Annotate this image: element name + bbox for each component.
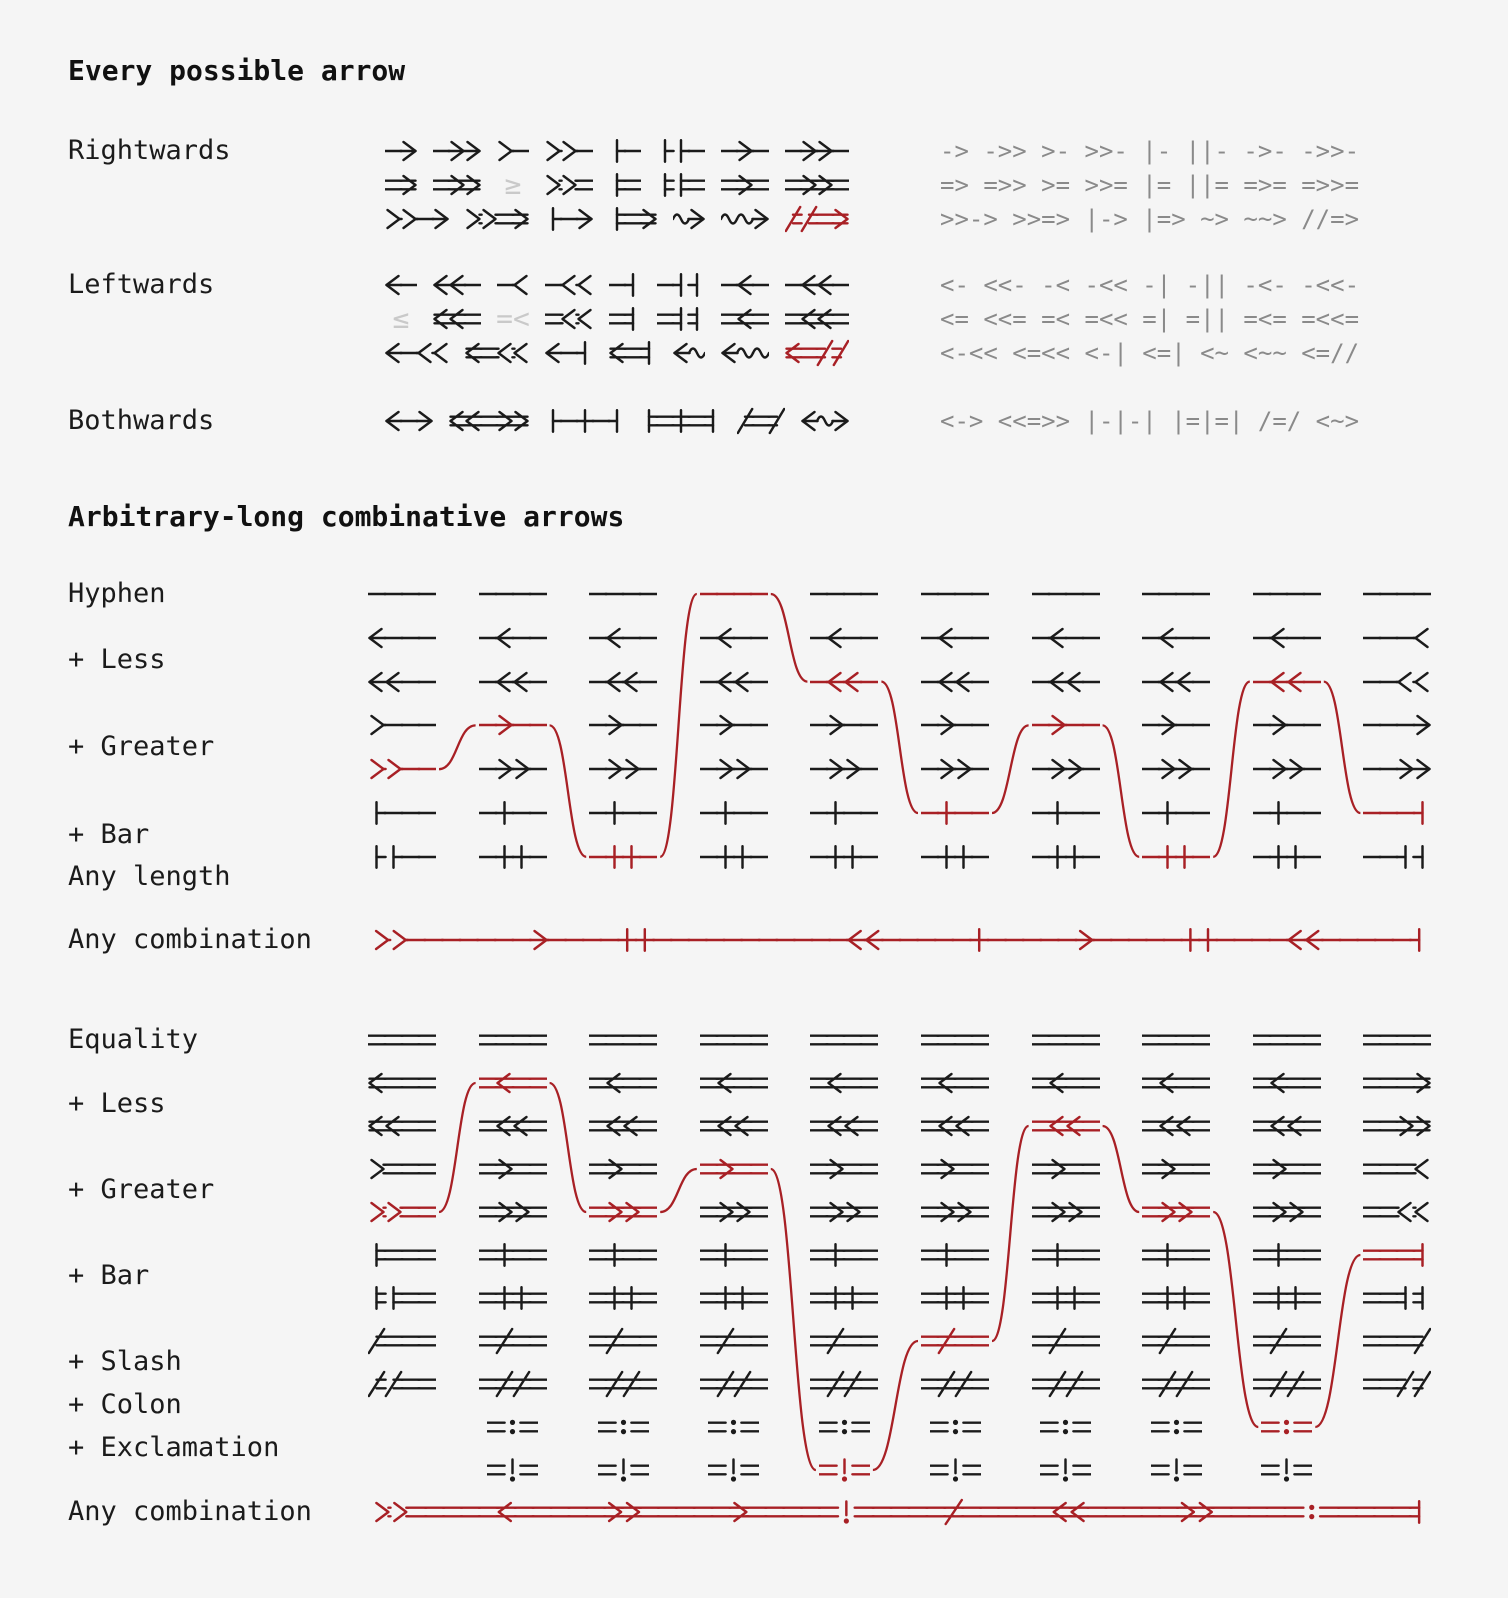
arrow-cell <box>1363 1281 1431 1315</box>
arrow-cell <box>1363 1066 1431 1100</box>
combinative-row-label: + Bar <box>68 1260 150 1291</box>
ligature-row <box>385 202 849 236</box>
red-connector-path <box>771 594 808 682</box>
arrow-cell-red <box>921 1324 989 1358</box>
arrow-cell-red <box>1363 1238 1431 1272</box>
ligature-glyph <box>545 336 593 370</box>
any-combination-arrow <box>372 923 1428 957</box>
arrow-cell <box>368 1367 436 1401</box>
arrow-cell <box>589 752 657 786</box>
arrow-cell-red <box>368 752 436 786</box>
ligature-glyph <box>545 404 625 438</box>
arrow-cell <box>479 796 547 830</box>
ligature-glyph <box>657 168 705 202</box>
ligature-glyph <box>657 268 705 302</box>
arrow-cell <box>921 752 989 786</box>
arrow-cell <box>921 1066 989 1100</box>
arrow-cell <box>589 665 657 699</box>
arrow-cell <box>810 840 878 874</box>
ligature-glyph <box>545 202 593 236</box>
arrow-cell <box>479 1152 547 1186</box>
direction-label: Leftwards <box>68 269 215 300</box>
arrow-cell <box>1032 1324 1100 1358</box>
ligature-glyph <box>433 168 481 202</box>
arrow-cell <box>368 708 436 742</box>
arrow-cell <box>1253 708 1321 742</box>
arrow-cell <box>487 1410 538 1444</box>
ligature-glyph <box>545 268 593 302</box>
arrow-cell <box>479 1109 547 1143</box>
arrow-cell <box>700 1367 768 1401</box>
ligature-glyph <box>721 336 769 370</box>
arrow-cell <box>921 1152 989 1186</box>
arrow-cell <box>1363 621 1431 655</box>
ligature-glyph <box>721 134 769 168</box>
arrow-cell <box>1142 708 1210 742</box>
arrow-cell-red <box>368 1195 436 1229</box>
arrow-cell <box>1032 796 1100 830</box>
ligature-glyph <box>449 404 529 438</box>
arrow-cell <box>930 1453 981 1487</box>
arrow-cell <box>1253 1109 1321 1143</box>
red-connector-path <box>550 725 587 856</box>
arrow-cell <box>1032 1023 1100 1057</box>
arrow-cell <box>930 1410 981 1444</box>
ligature-glyph <box>609 336 657 370</box>
arrow-cell <box>1032 621 1100 655</box>
arrow-cell <box>700 665 768 699</box>
arrow-cell <box>700 840 768 874</box>
arrow-cell <box>368 796 436 830</box>
arrow-cell <box>589 1109 657 1143</box>
arrow-cell <box>1363 1152 1431 1186</box>
ligature-row <box>385 268 849 302</box>
arrow-cell <box>1151 1410 1202 1444</box>
ligature-glyph <box>465 202 529 236</box>
arrow-cell <box>1261 1453 1312 1487</box>
muted-comparison-glyph: ≥ <box>504 168 522 201</box>
ascii-sequence-row: <-<< <=<< <-| <=| <~ <~~ <=// <box>940 339 1360 367</box>
ligature-row <box>385 404 849 438</box>
arrow-cell <box>479 840 547 874</box>
red-connector-path <box>771 1169 816 1470</box>
ligature-glyph <box>385 268 417 302</box>
arrow-cell <box>1253 621 1321 655</box>
arrow-cell <box>589 1281 657 1315</box>
ligature-glyph <box>657 302 705 336</box>
ascii-sequence-row: => =>> >= >>= |= ||= =>= =>>= <box>940 171 1360 199</box>
combinative-row-label: Hyphen <box>68 578 166 609</box>
red-connector-path <box>1213 1212 1258 1427</box>
arrow-cell <box>1363 1023 1431 1057</box>
arrow-cell <box>921 1367 989 1401</box>
arrow-cell-red <box>1032 708 1100 742</box>
arrow-cell <box>1363 752 1431 786</box>
arrow-cell <box>810 1109 878 1143</box>
arrow-cell <box>810 1281 878 1315</box>
arrow-cell <box>479 621 547 655</box>
arrow-cell <box>598 1453 649 1487</box>
arrow-cell <box>810 1367 878 1401</box>
arrow-cell <box>1142 577 1210 611</box>
arrow-cell <box>1363 1195 1431 1229</box>
red-connector-path <box>439 725 476 769</box>
arrow-cell <box>819 1410 870 1444</box>
arrow-cell <box>810 621 878 655</box>
section1-title: Every possible arrow <box>68 54 406 87</box>
arrow-cell-red <box>700 577 768 611</box>
section2-title: Arbitrary-long combinative arrows <box>68 500 625 533</box>
red-connector-path <box>1324 682 1361 813</box>
arrow-cell <box>479 1023 547 1057</box>
ligature-glyph <box>609 202 657 236</box>
arrow-cell <box>1363 577 1431 611</box>
arrow-cell <box>368 621 436 655</box>
ligature-row <box>385 168 849 202</box>
arrow-cell <box>1253 840 1321 874</box>
arrow-cell <box>1032 1195 1100 1229</box>
arrow-cell <box>589 1238 657 1272</box>
arrow-cell <box>1253 1324 1321 1358</box>
ligature-glyph <box>497 268 529 302</box>
ligature-glyph <box>721 302 769 336</box>
ligature-glyph <box>641 404 721 438</box>
red-connector-path <box>1103 725 1140 856</box>
arrow-cell <box>368 1324 436 1358</box>
arrow-cell <box>810 796 878 830</box>
arrow-cell <box>589 708 657 742</box>
arrow-cell <box>810 577 878 611</box>
arrow-cell <box>598 1410 649 1444</box>
arrow-cell-red <box>1142 840 1210 874</box>
arrow-cell <box>1253 1023 1321 1057</box>
arrow-cell <box>589 1152 657 1186</box>
combinative-row-label: + Bar <box>68 819 150 850</box>
arrow-cell <box>589 1066 657 1100</box>
arrow-cell <box>368 665 436 699</box>
arrow-cell <box>1032 1238 1100 1272</box>
arrow-cell <box>810 1066 878 1100</box>
arrow-cell <box>1032 665 1100 699</box>
arrow-cell-red <box>810 665 878 699</box>
arrow-cell <box>368 1066 436 1100</box>
arrow-cell <box>368 1109 436 1143</box>
arrow-cell <box>921 1023 989 1057</box>
combinative-row-label: Any combination <box>68 1496 312 1527</box>
ascii-sequence-row: <= <<= =< =<< =| =|| =<= =<<= <box>940 305 1360 333</box>
arrow-cell <box>1253 1066 1321 1100</box>
arrow-cell <box>1142 1023 1210 1057</box>
arrow-cell <box>479 1281 547 1315</box>
arrow-cell <box>700 621 768 655</box>
red-connector-path <box>660 594 697 857</box>
ligature-glyph <box>609 268 641 302</box>
ligature-glyph <box>785 302 849 336</box>
arrow-cell <box>921 1109 989 1143</box>
ligature-glyph <box>545 302 593 336</box>
arrow-cell <box>700 1195 768 1229</box>
arrow-cell <box>1253 1281 1321 1315</box>
arrow-cell <box>479 1324 547 1358</box>
ligature-glyph <box>673 336 705 370</box>
ligature-glyph-red <box>785 336 849 370</box>
arrow-cell <box>589 796 657 830</box>
arrow-cell-red <box>1142 1195 1210 1229</box>
ligature-glyph <box>657 134 705 168</box>
red-connector-path <box>1315 1255 1360 1427</box>
arrow-cell <box>700 1324 768 1358</box>
arrow-cell <box>1142 1152 1210 1186</box>
arrow-cell-red <box>479 708 547 742</box>
arrow-cell <box>810 1152 878 1186</box>
arrow-cell <box>810 1324 878 1358</box>
arrow-cell-red <box>1363 796 1431 830</box>
arrow-cell <box>921 1238 989 1272</box>
arrow-cell <box>1142 1367 1210 1401</box>
arrow-cell <box>589 1023 657 1057</box>
arrow-cell <box>700 1238 768 1272</box>
ascii-sequence-row: >>-> >>=> |-> |=> ~> ~~> //=> <box>940 205 1360 233</box>
ligature-glyph <box>721 268 769 302</box>
ligature-glyph-red <box>785 202 849 236</box>
ligature-glyph <box>545 134 593 168</box>
arrow-cell <box>700 796 768 830</box>
combinative-row-label: + Less <box>68 644 166 675</box>
direction-label: Rightwards <box>68 135 231 166</box>
ligature-glyph <box>433 134 481 168</box>
arrow-cell <box>368 577 436 611</box>
arrow-cell <box>1363 665 1431 699</box>
arrow-cell <box>921 1195 989 1229</box>
arrow-cell <box>921 577 989 611</box>
combinative-row-label: + Less <box>68 1088 166 1119</box>
direction-label: Bothwards <box>68 405 215 436</box>
arrow-cell <box>1032 1281 1100 1315</box>
ligature-glyph <box>465 336 529 370</box>
red-connector-path <box>660 1169 697 1212</box>
arrow-cell <box>1040 1453 1091 1487</box>
arrow-cell <box>700 1023 768 1057</box>
arrow-cell <box>479 752 547 786</box>
arrow-cell <box>1032 752 1100 786</box>
red-connector-path <box>1213 682 1250 857</box>
arrow-cell <box>810 1238 878 1272</box>
arrow-cell <box>1142 1324 1210 1358</box>
ligature-glyph <box>385 168 417 202</box>
arrow-cell <box>1032 840 1100 874</box>
muted-comparison-glyph: =< <box>496 302 530 335</box>
arrow-cell-red <box>479 1066 547 1100</box>
arrow-cell <box>1032 577 1100 611</box>
ligature-glyph <box>433 268 481 302</box>
ligature-glyph <box>785 268 849 302</box>
ligature-glyph <box>545 168 593 202</box>
arrow-cell-red <box>1032 1109 1100 1143</box>
ligature-glyph <box>785 168 849 202</box>
arrow-cell <box>1363 1324 1431 1358</box>
arrow-cell <box>921 665 989 699</box>
arrow-cell <box>1032 1152 1100 1186</box>
arrow-cell-red <box>921 796 989 830</box>
ligature-glyph <box>737 404 785 438</box>
ligature-glyph <box>609 302 641 336</box>
arrow-cell <box>1142 1109 1210 1143</box>
arrow-cell <box>1363 708 1431 742</box>
arrow-cell <box>700 1281 768 1315</box>
arrow-cell-red <box>700 1152 768 1186</box>
arrow-cell <box>921 708 989 742</box>
arrow-cell-red <box>1261 1410 1312 1444</box>
red-connector-path <box>439 1083 476 1212</box>
arrow-cell <box>589 1324 657 1358</box>
arrow-cell <box>810 708 878 742</box>
arrow-cell <box>1253 1195 1321 1229</box>
red-connector-path <box>992 1126 1029 1341</box>
arrow-cell <box>1363 1367 1431 1401</box>
arrow-cell <box>921 621 989 655</box>
arrow-cell <box>921 840 989 874</box>
arrow-cell <box>1142 1281 1210 1315</box>
arrow-cell <box>479 1238 547 1272</box>
red-connector-path <box>992 725 1029 813</box>
arrow-cell <box>810 1195 878 1229</box>
ligature-glyph <box>785 134 849 168</box>
ligature-glyph <box>721 202 769 236</box>
arrow-cell <box>368 1281 436 1315</box>
arrow-cell <box>1363 1109 1431 1143</box>
ligature-row <box>385 336 849 370</box>
combinative-row-label: + Slash <box>68 1346 182 1377</box>
arrow-cell <box>700 1109 768 1143</box>
ligature-glyph <box>385 336 449 370</box>
arrow-cell <box>1142 1066 1210 1100</box>
ascii-sequence-row: -> ->> >- >>- |- ||- ->- ->>- <box>940 137 1360 165</box>
ascii-sequence-row: <- <<- -< -<< -| -|| -<- -<<- <box>940 271 1360 299</box>
ligature-row <box>385 302 849 336</box>
arrow-cell <box>479 577 547 611</box>
arrow-cell <box>368 1238 436 1272</box>
any-combination-arrow <box>372 1495 1428 1529</box>
arrow-cell <box>700 1066 768 1100</box>
ligature-row <box>385 134 849 168</box>
combinative-row-label: + Greater <box>68 1174 215 1205</box>
arrow-cell <box>1032 1066 1100 1100</box>
red-connector-path <box>550 1083 587 1212</box>
arrow-cell <box>708 1453 759 1487</box>
arrow-cell-red <box>589 840 657 874</box>
arrow-cell <box>1253 1238 1321 1272</box>
arrow-cell <box>479 1367 547 1401</box>
arrow-cell <box>1142 621 1210 655</box>
arrow-cell <box>368 840 436 874</box>
combinative-row-label: Any length <box>68 861 231 892</box>
arrow-cell <box>1253 752 1321 786</box>
arrow-cell <box>1363 840 1431 874</box>
arrow-cell <box>487 1453 538 1487</box>
ligature-glyph <box>385 202 449 236</box>
combinative-row-label: + Exclamation <box>68 1432 280 1463</box>
arrow-cell <box>1142 752 1210 786</box>
arrow-cell <box>1253 1367 1321 1401</box>
combinative-row-label: Equality <box>68 1024 199 1055</box>
arrow-cell <box>700 708 768 742</box>
combinative-row-label: + Greater <box>68 731 215 762</box>
arrow-cell <box>589 577 657 611</box>
arrow-cell <box>589 1367 657 1401</box>
arrow-cell <box>1142 1238 1210 1272</box>
arrow-cell <box>368 1152 436 1186</box>
arrow-cell-red <box>819 1453 870 1487</box>
ligature-glyph <box>721 168 769 202</box>
arrow-cell <box>1142 796 1210 830</box>
arrow-cell <box>1040 1410 1091 1444</box>
arrow-cell-red <box>589 1195 657 1229</box>
arrow-cell <box>1142 665 1210 699</box>
red-connector-path <box>1103 1126 1140 1212</box>
ligature-glyph <box>609 168 641 202</box>
red-connector-path <box>873 1341 918 1470</box>
arrow-cell <box>479 665 547 699</box>
arrow-cell <box>1253 1152 1321 1186</box>
muted-comparison-glyph: ≤ <box>392 302 410 335</box>
arrow-cell <box>810 1023 878 1057</box>
arrow-cell-red <box>1253 665 1321 699</box>
arrow-cell <box>810 752 878 786</box>
combinative-row-label: + Colon <box>68 1389 182 1420</box>
arrow-cell <box>1032 1367 1100 1401</box>
ligature-glyph <box>609 134 641 168</box>
ligature-glyph <box>497 134 529 168</box>
ascii-sequence-row: <-> <<=>> |-|-| |=|=| /=/ <~> <box>940 407 1360 435</box>
arrow-cell <box>368 1023 436 1057</box>
ligature-glyph <box>801 404 849 438</box>
arrow-cell <box>1253 796 1321 830</box>
combinative-row-label: Any combination <box>68 924 312 955</box>
arrow-cell <box>921 1281 989 1315</box>
ligature-glyph <box>433 302 481 336</box>
arrow-cell <box>479 1195 547 1229</box>
ligature-glyph <box>673 202 705 236</box>
arrow-cell <box>708 1410 759 1444</box>
red-connector-path <box>881 682 918 813</box>
ligature-glyph <box>385 404 433 438</box>
ligature-glyph <box>385 134 417 168</box>
arrow-cell <box>1253 577 1321 611</box>
arrow-cell <box>700 752 768 786</box>
arrow-cell <box>589 621 657 655</box>
arrow-cell <box>1151 1453 1202 1487</box>
